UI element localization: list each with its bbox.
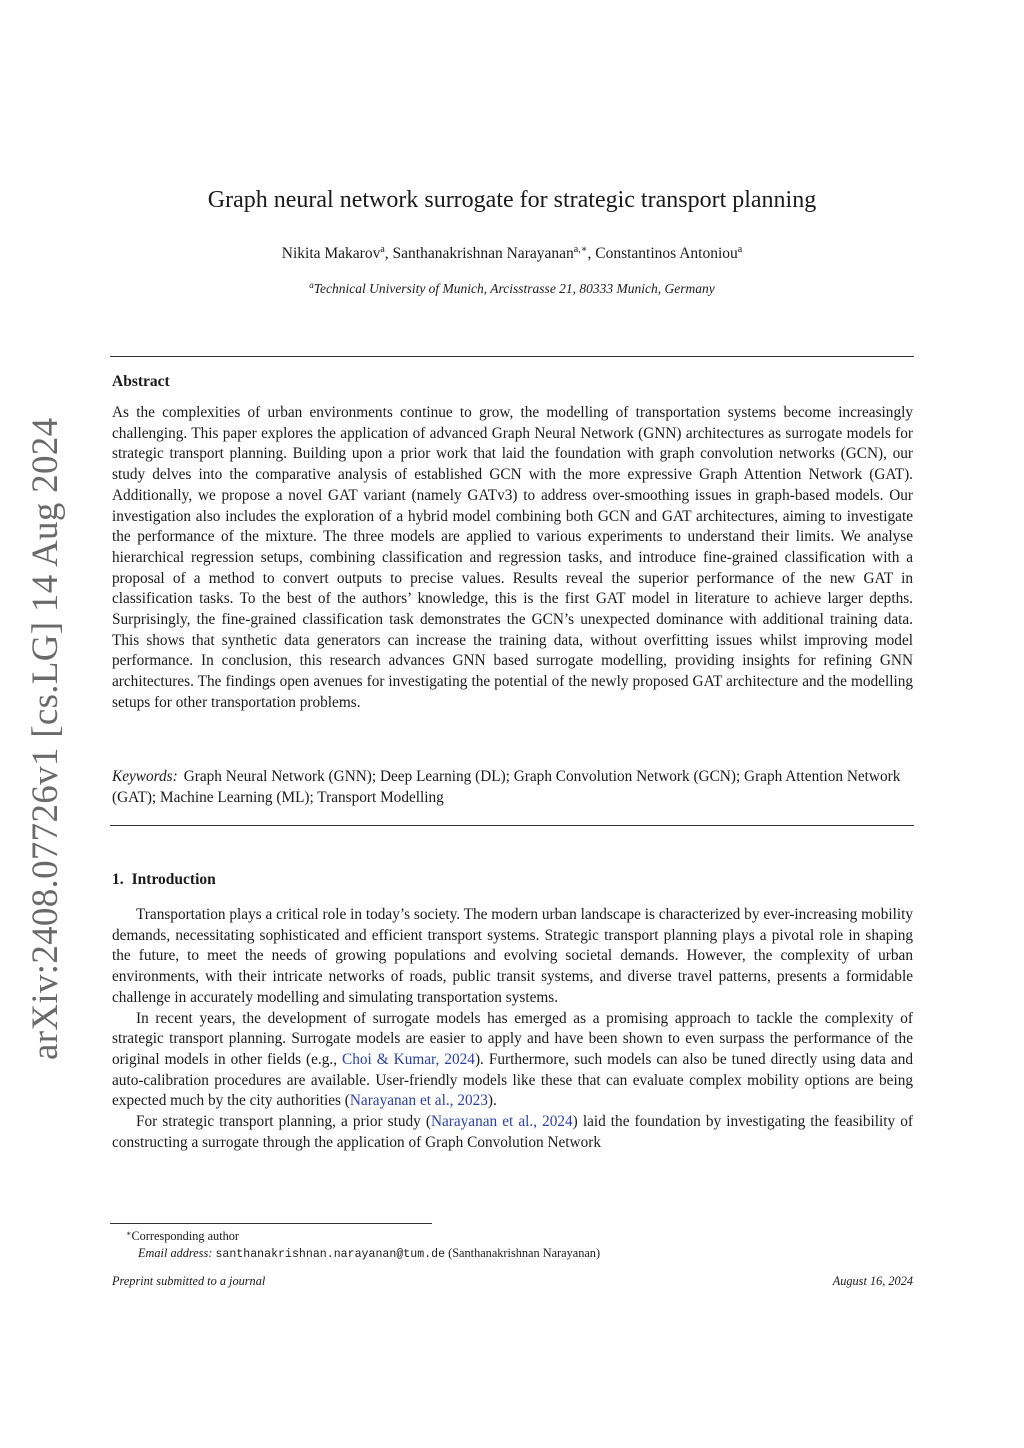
paper-title: Graph neural network surrogate for strategic transport planning xyxy=(207,187,817,213)
affiliation-text: Technical University of Munich, Arcisstrasse 21, 80333 Munich, Germany xyxy=(313,281,715,296)
keywords xyxy=(112,766,913,808)
abstract-bottom-rule xyxy=(110,825,914,826)
author-name: Nikita Makarov xyxy=(281,245,381,262)
paragraph xyxy=(112,1009,913,1113)
paragraph-text: ). Furthermore, such models can also be tuned directly using data and auto-calibration procedures are available. User-friendly models like these that can evaluate complex mobility options are being expected much by the city authorities ( xyxy=(112,1050,913,1110)
affiliation-mark: a xyxy=(309,280,314,290)
citation-link[interactable]: Choi & Kumar, 2024 xyxy=(342,1050,475,1068)
email-address[interactable]: santhanakrishnan.narayanan@tum.de xyxy=(215,1248,446,1261)
email-owner: (Santhanakrishnan Narayanan) xyxy=(448,1246,601,1260)
footnote xyxy=(112,1228,913,1263)
keywords-text: Graph Neural Network (GNN); Deep Learning (DL); Graph Convolution Network (GCN); Graph Attention Network (GAT); Machine Learning (ML); Transport Modelling xyxy=(112,768,901,806)
section-title: Introduction xyxy=(131,871,216,888)
affiliation xyxy=(110,279,914,299)
paragraph-text: ) laid the foundation by investigating the feasibility of constructing a surrogate through the application of Graph Convolution Network xyxy=(112,1113,914,1151)
paragraph-text: ). xyxy=(487,1092,497,1110)
citation-link[interactable]: Narayanan et al., 2023 xyxy=(349,1092,488,1110)
email-label: Email address: xyxy=(138,1246,213,1260)
paragraph-text: For strategic transport planning, a prior study ( xyxy=(136,1113,431,1131)
section-number: 1. xyxy=(112,871,124,888)
footnote-mark: ∗ xyxy=(126,1229,132,1238)
abstract-text: As the complexities of urban environments continue to grow, the modelling of transportation systems become increasingly challenging. This paper explores the application of advanced Graph Neural Network (GNN) architectures as surrogate models for strategic transport planning. Building upon a prior work that laid the foundation with graph convolution networks (GCN), our study delves into the comparative analysis of established GCN with the more expressive Graph Attention Network (GAT). Additionally, we propose a novel GAT variant (namely GATv3) to address over-smoothing issues in graph-based models. Our investigation also includes the exploration of a hybrid model combining both GCN and GAT architectures, aiming to investigate the performance of the mixture. The three models are applied to various experiments to understand their limits. We analyse hierarchical regression setups, combining classification and regression tasks, and introduce fine-grained classification with a proposal of a method to convert outputs to precise values. Results reveal the superior performance of the new GAT in classification tasks. To the best of the authors’ knowledge, this is the first GAT model in literature to achieve larger depths. Surprisingly, the fine-grained classification task demonstrates the GCN’s unexpected dominance with additional training data. This shows that synthetic data generators can increase the training data, without overfitting issues whilst improving model performance. In conclusion, this research advances GNN based surrogate modelling, providing insights for refining GNN architectures. The findings open avenues for investigating the potential of the newly proposed GAT architecture and the modelling setups for other transportation problems. xyxy=(112,404,913,711)
introduction-body xyxy=(112,905,913,1153)
author-affil-mark: a xyxy=(380,244,385,255)
paragraph xyxy=(112,905,913,1009)
footer-date: August 16, 2024 xyxy=(832,1274,913,1288)
arxiv-identifier: arXiv:2408.07726v1 [cs.LG] 14 Aug 2024 xyxy=(25,417,66,1060)
paragraph-text: In recent years, the development of surrogate models has emerged as a promising approach to tackle the complexity of strategic transport planning. Surrogate models are easier to apply and have been shown to even surpass the performance of the original models in other fields (e.g., xyxy=(112,1009,913,1068)
abstract-heading: Abstract xyxy=(112,373,170,390)
author-list xyxy=(110,243,914,265)
footnote-rule xyxy=(110,1223,432,1224)
section-heading xyxy=(112,871,216,889)
author-name: Constantinos Antoniou xyxy=(595,245,738,262)
author-separator: , xyxy=(384,245,393,262)
abstract-top-rule xyxy=(110,356,914,357)
footnote-email xyxy=(112,1245,913,1263)
author-name: Santhanakrishnan Narayanan xyxy=(392,245,574,262)
footer-preprint-note: Preprint submitted to a journal xyxy=(112,1274,266,1288)
paragraph xyxy=(112,1112,913,1153)
author-affil-mark: a,∗ xyxy=(573,244,588,255)
author-separator: , xyxy=(587,245,596,262)
author-affil-mark: a xyxy=(737,244,743,255)
footnote-text: Corresponding author xyxy=(131,1229,240,1243)
paragraph-text: Transportation plays a critical role in today’s society. The modern urban landscape is characterized by ever-increasing mobility demands, necessitating sophisticated and efficient transport systems. Strategic transport planning plays a pivotal role in shaping the future, to meet the needs of growing populations and evolving societal demands. However, the complexity of urban environments, with their intricate networks of roads, public transit systems, and diverse travel patterns, presents a formidable challenge in accurately modelling and simulating transportation systems. xyxy=(112,906,913,1006)
keywords-label: Keywords: xyxy=(112,768,178,785)
citation-link[interactable]: Narayanan et al., 2024 xyxy=(430,1113,573,1131)
footnote-corresponding xyxy=(112,1228,913,1245)
